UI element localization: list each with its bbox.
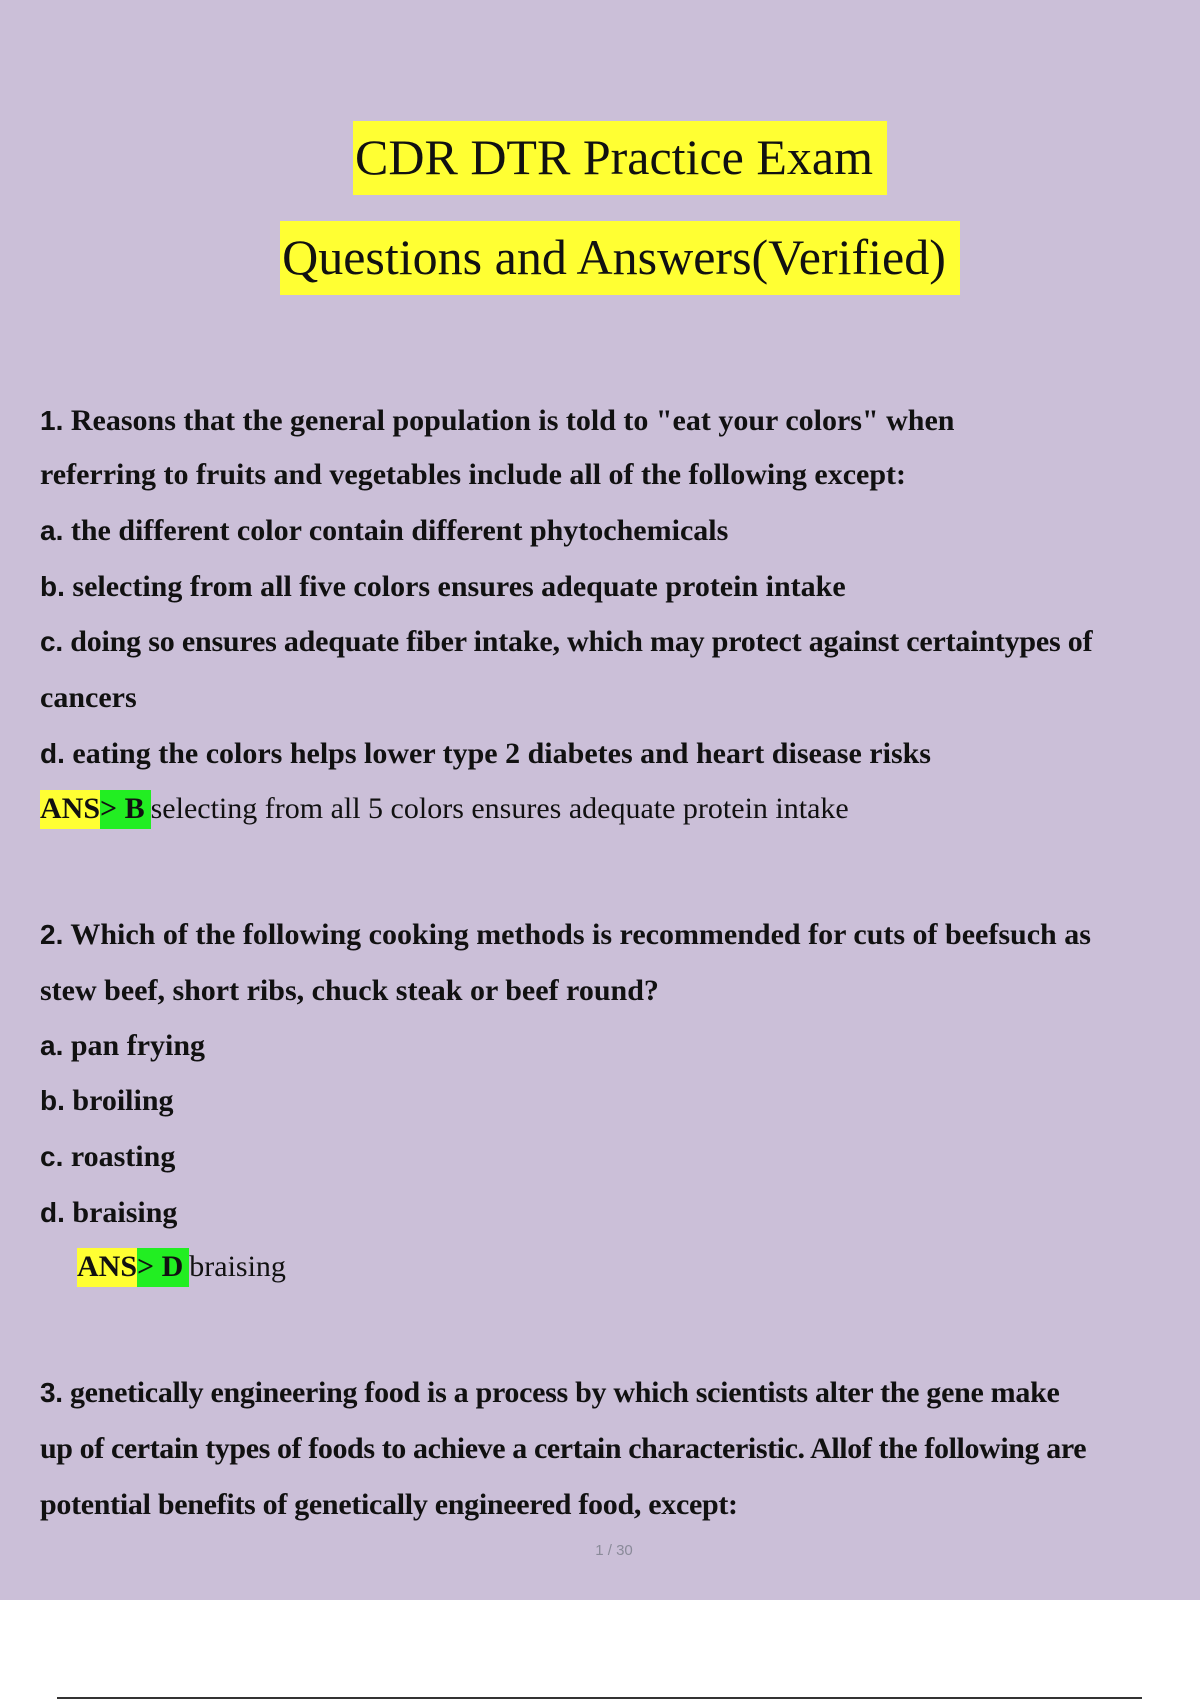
question-3-line-1: [40, 1378, 1059, 1408]
question-2-line-2: [40, 976, 659, 1006]
answer-text: selecting from all 5 colors ensures adequate protein intake: [150, 792, 849, 825]
option-letter: d.: [40, 1197, 65, 1228]
question-2-line-1: [40, 920, 1091, 950]
question-1-option-d: [40, 739, 931, 769]
question-1-option-c: [40, 627, 1092, 657]
question-2-text-1: Which of the following cooking methods is recommended for cuts of beefsuch as: [70, 918, 1091, 951]
page-indicator: 1 / 30: [595, 1542, 633, 1559]
option-letter: b.: [40, 1085, 65, 1116]
answer-text: braising: [189, 1250, 286, 1283]
answer-label: ANS: [77, 1248, 137, 1287]
next-page-top-rule: [57, 1697, 1142, 1699]
title-line-1: [0, 129, 1200, 185]
question-3-line-3: [40, 1490, 738, 1520]
option-text: broiling: [72, 1084, 174, 1117]
question-1-option-a: [40, 516, 728, 546]
question-1-option-c-continued: [40, 683, 137, 713]
option-text: selecting from all five colors ensures adequate protein intake: [72, 570, 846, 603]
option-text: braising: [72, 1196, 178, 1229]
answer-label: ANS: [40, 790, 100, 829]
question-1-text-1: Reasons that the general population is told to "eat your colors" when: [70, 404, 955, 437]
option-text: doing so ensures adequate fiber intake, which may protect against certaintypes of: [70, 625, 1093, 658]
question-2-option-d: [40, 1198, 177, 1228]
title-line-1-text: CDR DTR Practice Exam: [353, 121, 887, 195]
answer-key: > D: [137, 1248, 189, 1287]
option-text: the different color contain different phytochemicals: [70, 514, 729, 547]
question-3-line-2: [40, 1434, 1086, 1464]
question-3-text-2: up of certain types of foods to achieve a certain characteristic. Allof the following are: [40, 1432, 1087, 1465]
option-text: roasting: [70, 1140, 176, 1173]
question-1-line-1: [40, 406, 954, 436]
question-2-option-c: [40, 1142, 175, 1172]
option-text: eating the colors helps lower type 2 diabetes and heart disease risks: [72, 737, 931, 770]
question-3-text-3: potential benefits of genetically engineered food, except:: [40, 1488, 738, 1521]
question-1-line-2: [40, 460, 906, 490]
question-1-answer: [40, 794, 849, 824]
question-1-option-b: [40, 572, 846, 602]
answer-key: > B: [100, 790, 151, 829]
option-letter: c.: [40, 1141, 64, 1172]
question-1-text-2: referring to fruits and vegetables include all of the following except:: [40, 458, 906, 491]
option-letter: d.: [40, 738, 65, 769]
question-2-text-2: stew beef, short ribs, chuck steak or beef round?: [40, 974, 659, 1007]
question-3-text-1: genetically engineering food is a process by which scientists alter the gene make: [69, 1376, 1060, 1409]
option-letter: c.: [40, 626, 63, 657]
question-2-option-b: [40, 1086, 174, 1116]
question-1-number: 1.: [40, 405, 64, 436]
question-2-option-a: [40, 1031, 205, 1061]
option-text: cancers: [40, 681, 137, 714]
option-letter: a.: [40, 515, 64, 546]
question-3-number: 3.: [40, 1377, 63, 1408]
option-text: pan frying: [70, 1029, 206, 1062]
question-2-number: 2.: [40, 919, 64, 950]
title-line-2-text: Questions and Answers(Verified): [280, 221, 960, 295]
question-2-answer: [77, 1252, 286, 1282]
option-letter: b.: [40, 571, 65, 602]
option-letter: a.: [40, 1030, 64, 1061]
title-line-2: [0, 229, 1200, 285]
